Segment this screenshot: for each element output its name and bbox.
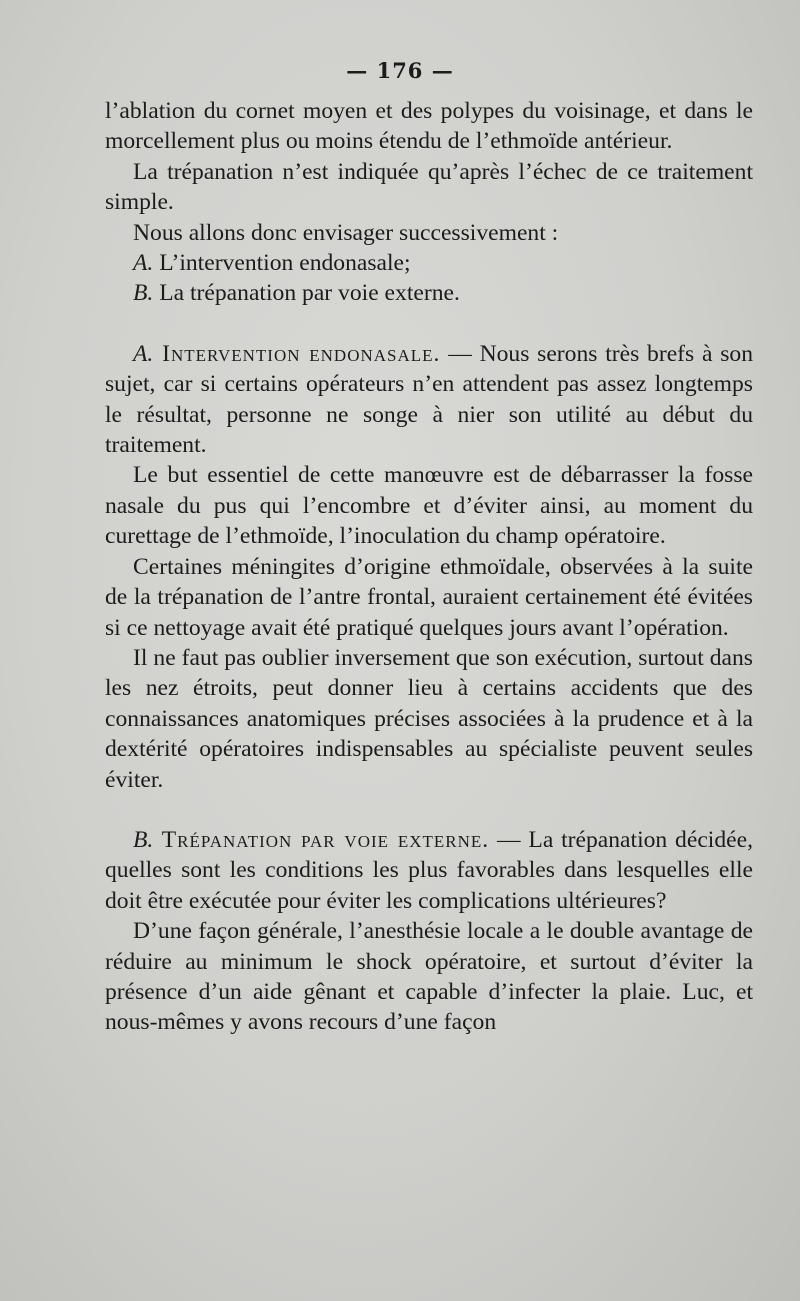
paragraph-intro-1: l’ablation du cornet moyen et des polypes du voisinage, et dans le morcellement plus ou moins étendu de l’ethmoïde antérieur. <box>105 98 753 155</box>
list-item-b-text: La trépanation par voie externe. <box>153 280 460 307</box>
section-a-heading: Intervention endonasale. <box>153 340 441 367</box>
section-b-paragraph-1 <box>105 825 753 916</box>
list-item-a-mark: A. <box>133 250 154 277</box>
section-a-paragraph-4: Il ne faut pas oublier inversement que son exécution, surtout dans les nez étroits, peut donner lieu à certains accidents que des connaissances anatomiques précises associées à la prudence et à la dextérité opératoires indispensables au spécialiste peuvent seules éviter. <box>105 644 753 793</box>
section-a-paragraph-2: Le but essentiel de cette manœuvre est de débarrasser la fosse nasale du pus qui l’encombre et d’éviter ainsi, au moment du curettage de l’ethmoïde, l’inoculation du champ opératoire. <box>105 462 753 550</box>
list-item-b <box>105 278 753 308</box>
section-a-paragraph-3: Certaines méningites d’origine ethmoïdale, observées à la suite de la trépanation de l’antre frontal, auraient certainement été évitées si ce nettoyage avait été pratiqué quelques jours avant l’opération. <box>105 553 753 641</box>
list-item-b-mark: B. <box>133 280 154 307</box>
section-b-lead: — La trépanation décidée, quelles sont les conditions les plus favorables dans lesquelles elle doit être exécutée pour éviter les complications ultérieures? <box>105 826 753 914</box>
section-b-paragraph-2: D’une façon générale, l’anesthésie locale a le double avantage de réduire au minimum le shock opératoire, et surtout d’éviter la présence d’un aide gênant et capable d’infecter la plaie. Luc, et nous-mêmes y avons recours d’une façon <box>105 918 753 1036</box>
section-gap <box>105 309 753 339</box>
section-b-heading: Trépanation par voie externe. <box>153 826 490 853</box>
list-item-a-text: L’intervention endonasale; <box>153 250 411 277</box>
section-a-mark: A. <box>133 340 154 367</box>
list-item-a <box>105 248 753 278</box>
section-a-paragraph-1 <box>105 339 753 461</box>
section-b-mark: B. <box>133 826 154 853</box>
section-gap <box>105 795 753 825</box>
page-number: — 176 — <box>346 58 454 83</box>
page-body <box>105 96 753 1038</box>
paragraph-intro-2: La trépanation n’est indiquée qu’après l’échec de ce traitement simple. <box>105 158 753 216</box>
paragraph-intro-3: Nous allons donc envisager successivement : <box>133 219 559 246</box>
section-a-lead: — Nous serons très brefs à son sujet, car si certains opérateurs n’en attendent pas assez longtemps le résultat, personne ne songe à nier son utilité au début du traitement. <box>105 340 753 459</box>
